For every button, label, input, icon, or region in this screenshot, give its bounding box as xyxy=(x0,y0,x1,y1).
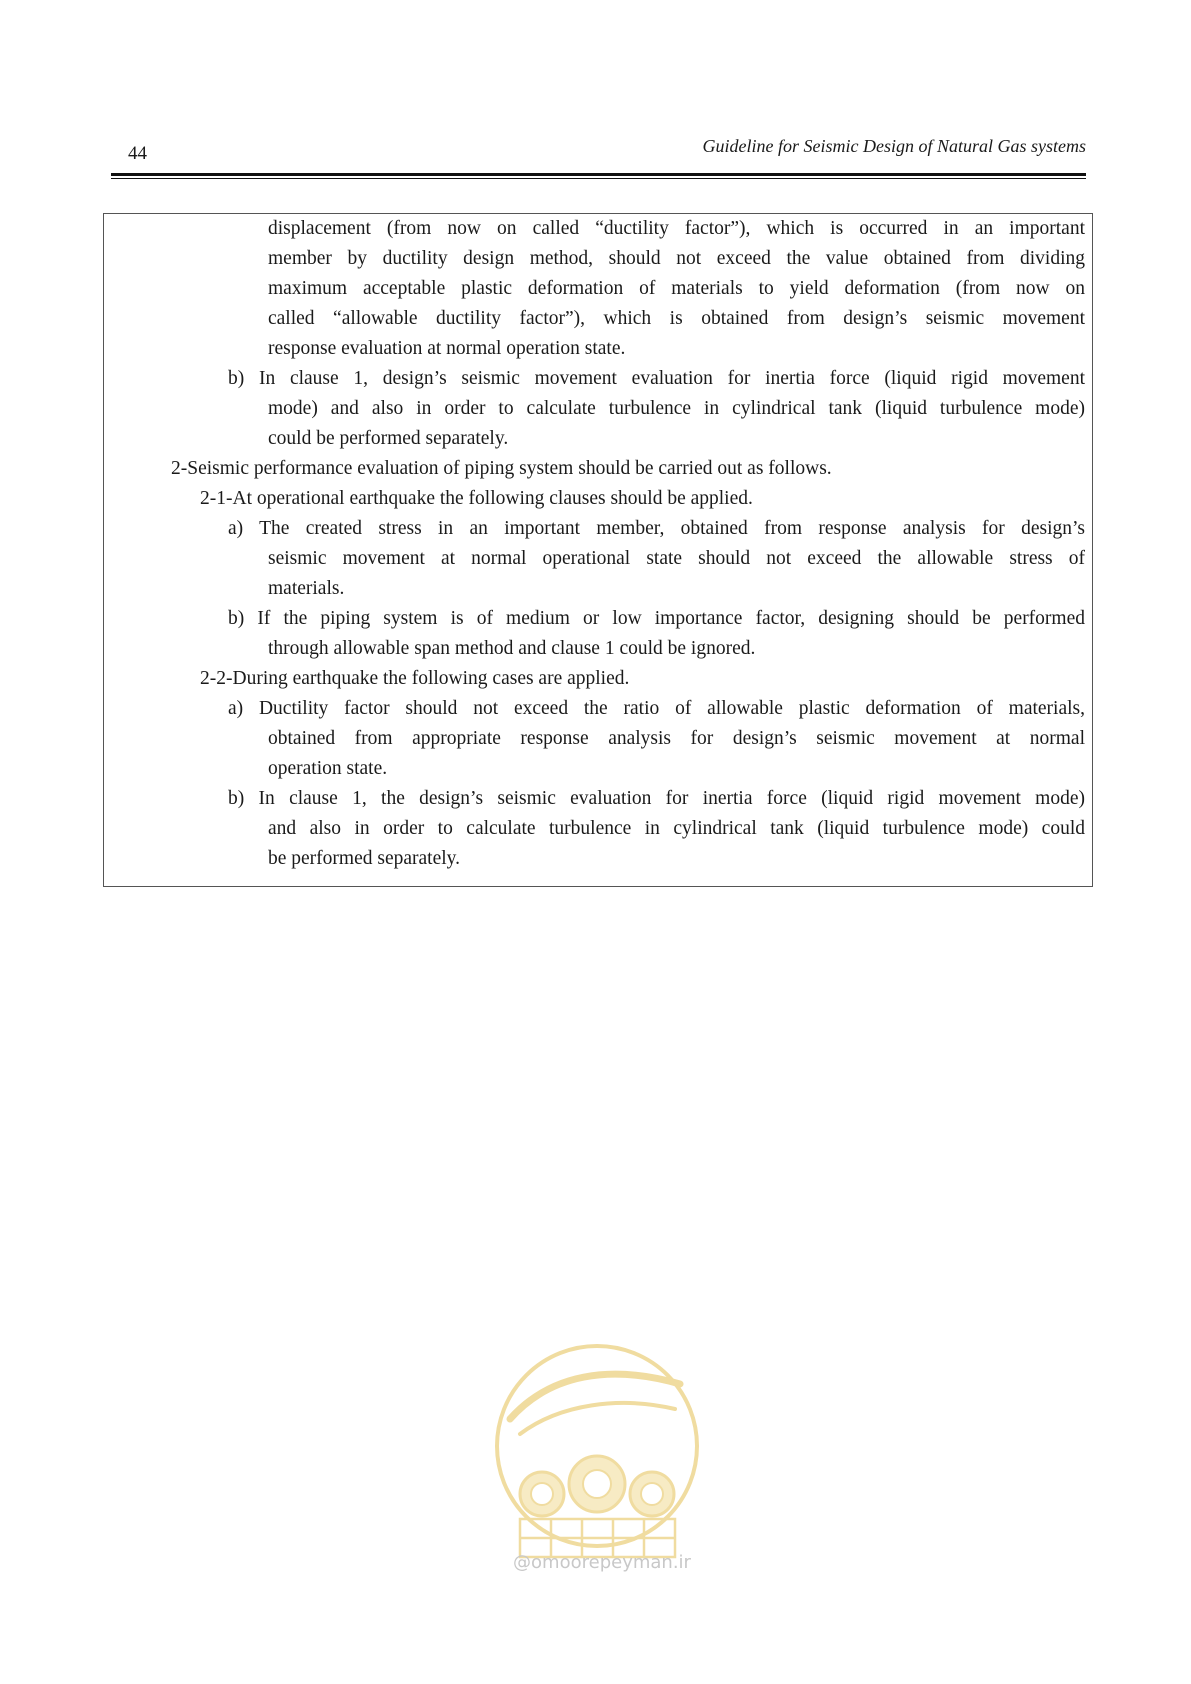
subsection-heading: 2-1-At operational earthquake the following clauses should be applied. xyxy=(200,488,753,509)
content-box xyxy=(103,213,1093,887)
body-line: through allowable span method and clause 1 could be ignored. xyxy=(268,638,756,659)
section-heading: 2-Seismic performance evaluation of piping system should be carried out as follows. xyxy=(171,458,832,479)
header-rule-thin xyxy=(111,178,1086,179)
body-line: could be performed separately. xyxy=(268,428,509,449)
body-line: mode) and also in order to calculate turbulence in cylindrical tank (liquid turbulence mode) xyxy=(268,398,1085,419)
body-line: member by ductility design method, should not exceed the value obtained from dividing xyxy=(268,248,1085,269)
page-number: 44 xyxy=(128,143,147,164)
list-item: b) In clause 1, design’s seismic movement evaluation for inertia force (liquid rigid movement xyxy=(228,368,1085,389)
body-line: operation state. xyxy=(268,758,388,779)
body-line: maximum acceptable plastic deformation of materials to yield deformation (from now on xyxy=(268,278,1085,299)
body-line: called “allowable ductility factor”), which is obtained from design’s seismic movement xyxy=(268,308,1085,329)
body-line: be performed separately. xyxy=(268,848,461,869)
body-line: seismic movement at normal operational state should not exceed the allowable stress of xyxy=(268,548,1085,569)
body-line: obtained from appropriate response analysis for design’s seismic movement at normal xyxy=(268,728,1085,749)
body-line: materials. xyxy=(268,578,345,599)
subsection-heading: 2-2-During earthquake the following cases are applied. xyxy=(200,668,630,689)
running-title: Guideline for Seismic Design of Natural Gas systems xyxy=(702,136,1086,156)
list-item: a) Ductility factor should not exceed the ratio of allowable plastic deformation of materials, xyxy=(228,698,1085,719)
body-line: response evaluation at normal operation state. xyxy=(268,338,626,359)
list-item: b) In clause 1, the design’s seismic evaluation for inertia force (liquid rigid movement mode) xyxy=(228,788,1085,809)
list-item: a) The created stress in an important member, obtained from response analysis for design’s xyxy=(228,518,1085,539)
list-item: b) If the piping system is of medium or low importance factor, designing should be performed xyxy=(228,608,1085,629)
body-line: and also in order to calculate turbulence in cylindrical tank (liquid turbulence mode) could xyxy=(268,818,1085,839)
header-rule xyxy=(111,173,1086,176)
gear-emblem-icon xyxy=(490,1334,705,1564)
body-line: displacement (from now on called “ductility factor”), which is occurred in an important xyxy=(268,218,1085,239)
watermark-site: @omoorepeyman.ir xyxy=(513,1552,691,1573)
